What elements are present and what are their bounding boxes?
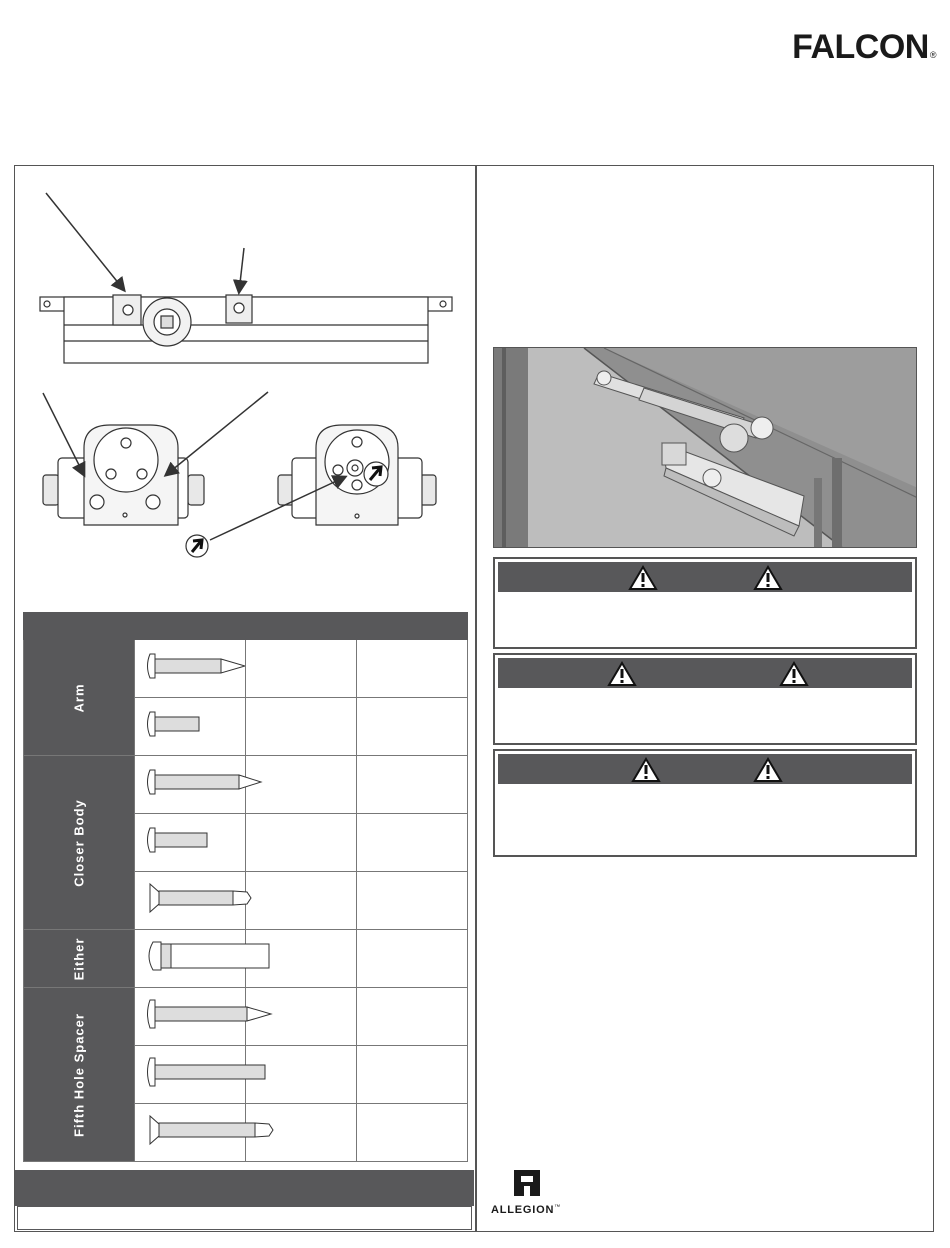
table-cell	[357, 988, 468, 1046]
sex-bolt-icon	[135, 936, 275, 976]
allegion-name: ALLEGION	[491, 1204, 555, 1216]
fastener-table	[23, 612, 468, 1162]
allegion-wordmark	[491, 1204, 561, 1216]
screw-image-cell	[135, 872, 246, 930]
callout-arrow	[239, 248, 244, 292]
long-flat-head-machine-screw-icon	[135, 1052, 275, 1092]
table-cell	[246, 814, 357, 872]
table-header-row	[24, 613, 468, 640]
table-cell	[357, 698, 468, 756]
group-label-cell	[24, 988, 135, 1162]
screw-image-cell	[135, 814, 246, 872]
screw-image-cell	[135, 1104, 246, 1162]
warning-triangle-icon	[628, 565, 658, 591]
table-cell	[357, 872, 468, 930]
table-cell	[357, 756, 468, 814]
table-cell	[246, 698, 357, 756]
table-row	[24, 640, 468, 698]
left-footer-box	[17, 1206, 472, 1230]
closer-body-top-view	[40, 295, 452, 363]
screw-image-cell	[135, 930, 246, 988]
screw-image-cell	[135, 640, 246, 698]
group-label-fifth-hole-spacer: Fifth Hole Spacer	[71, 1012, 87, 1137]
brand-name: FALCON	[792, 28, 929, 66]
flat-head-machine-screw-pointed-icon	[135, 646, 245, 686]
warning-triangle-icon	[631, 757, 661, 783]
header-cell	[246, 613, 357, 640]
allegion-logo-icon	[510, 1166, 544, 1200]
flat-head-machine-screw-short-icon	[135, 704, 245, 744]
table-row	[24, 988, 468, 1046]
registered-mark: ®	[929, 50, 936, 60]
rotation-arrow-icon	[364, 462, 388, 486]
self-drilling-screw-icon	[135, 878, 265, 918]
callout-arrow	[46, 193, 124, 290]
group-label-cell	[24, 930, 135, 988]
screw-image-cell	[135, 988, 246, 1046]
warning-box	[493, 653, 917, 745]
screw-image-cell	[135, 698, 246, 756]
long-self-drilling-screw-icon	[135, 1110, 285, 1150]
installed-closer-photo	[493, 347, 917, 548]
group-label-cell	[24, 640, 135, 756]
table-cell	[246, 640, 357, 698]
warning-header-bar	[498, 562, 912, 592]
header-cell	[357, 613, 468, 640]
screw-image-cell	[135, 1046, 246, 1104]
warning-box	[493, 557, 917, 649]
warning-header-bar	[498, 658, 912, 688]
table-cell	[357, 640, 468, 698]
group-label-cell	[24, 756, 135, 930]
warning-box	[493, 749, 917, 857]
table-cell	[357, 1046, 468, 1104]
callout-arrow	[166, 392, 268, 475]
warning-header-bar	[498, 754, 912, 784]
trademark-mark: ™	[554, 1204, 562, 1211]
warning-triangle-icon	[779, 661, 809, 687]
flat-head-wood-screw-icon	[135, 762, 265, 802]
table-row	[24, 930, 468, 988]
rotation-arrow-icon	[186, 535, 208, 557]
closer-end-view-right	[278, 425, 436, 525]
table-cell	[357, 814, 468, 872]
warning-triangle-icon	[607, 661, 637, 687]
group-label-closer-body: Closer Body	[71, 798, 87, 887]
warning-triangle-icon	[753, 757, 783, 783]
group-label-arm: Arm	[71, 682, 87, 713]
group-label-either: Either	[71, 937, 87, 980]
table-cell	[357, 1104, 468, 1162]
screw-image-cell	[135, 756, 246, 814]
header-cell	[24, 613, 246, 640]
warning-triangle-icon	[753, 565, 783, 591]
flat-head-machine-screw-icon	[135, 820, 245, 860]
table-cell	[357, 930, 468, 988]
left-footer-bar	[15, 1170, 474, 1206]
long-flat-head-wood-screw-icon	[135, 994, 275, 1034]
table-row	[24, 756, 468, 814]
